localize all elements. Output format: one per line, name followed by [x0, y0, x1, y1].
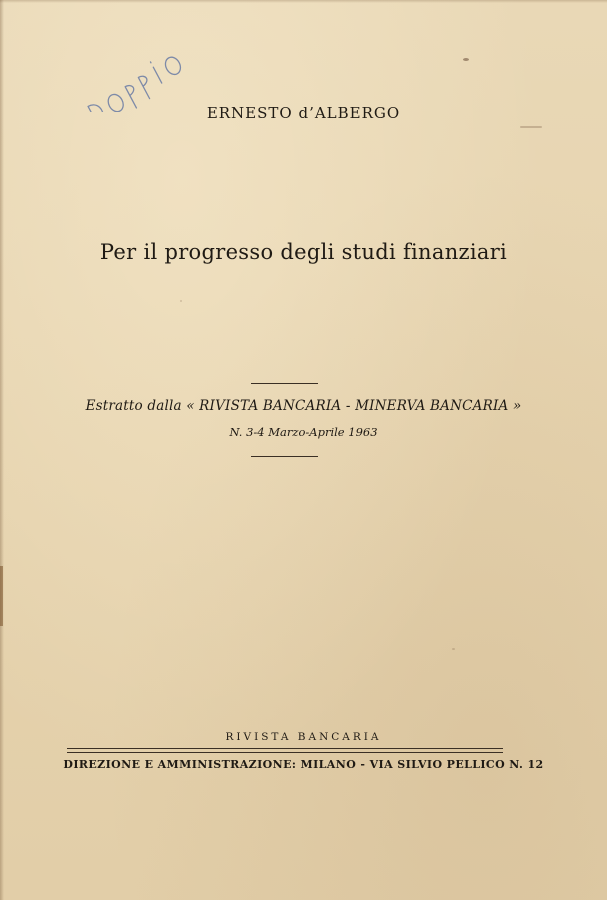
journal-name: « RIVISTA BANCARIA - MINERVA BANCARIA »	[186, 398, 522, 414]
address-double-rule	[67, 748, 503, 753]
issue-number: N. 3-4 Marzo-Aprile 1963	[229, 425, 378, 439]
document-title: Per il progresso degli studi finanziari	[99, 240, 508, 264]
handwritten-note-doppio	[66, 22, 186, 112]
publisher-name: RIVISTA BANCARIA	[225, 731, 382, 743]
divider-top	[251, 383, 318, 384]
paper-speck	[463, 58, 469, 61]
paper-speck	[452, 648, 455, 650]
binding-mark	[0, 566, 3, 626]
paper-speck	[180, 300, 182, 302]
publisher-address: DIREZIONE E AMMINISTRAZIONE: MILANO - VIA SILVIO PELLICO N. 12	[63, 758, 544, 771]
extract-line	[0, 398, 607, 414]
author-name: ERNESTO d’ALBERGO	[206, 104, 401, 122]
paper-speck	[520, 126, 542, 128]
paper-edge-top	[0, 0, 607, 3]
extract-prefix: Estratto dalla	[85, 398, 182, 414]
divider-bottom	[251, 456, 318, 457]
